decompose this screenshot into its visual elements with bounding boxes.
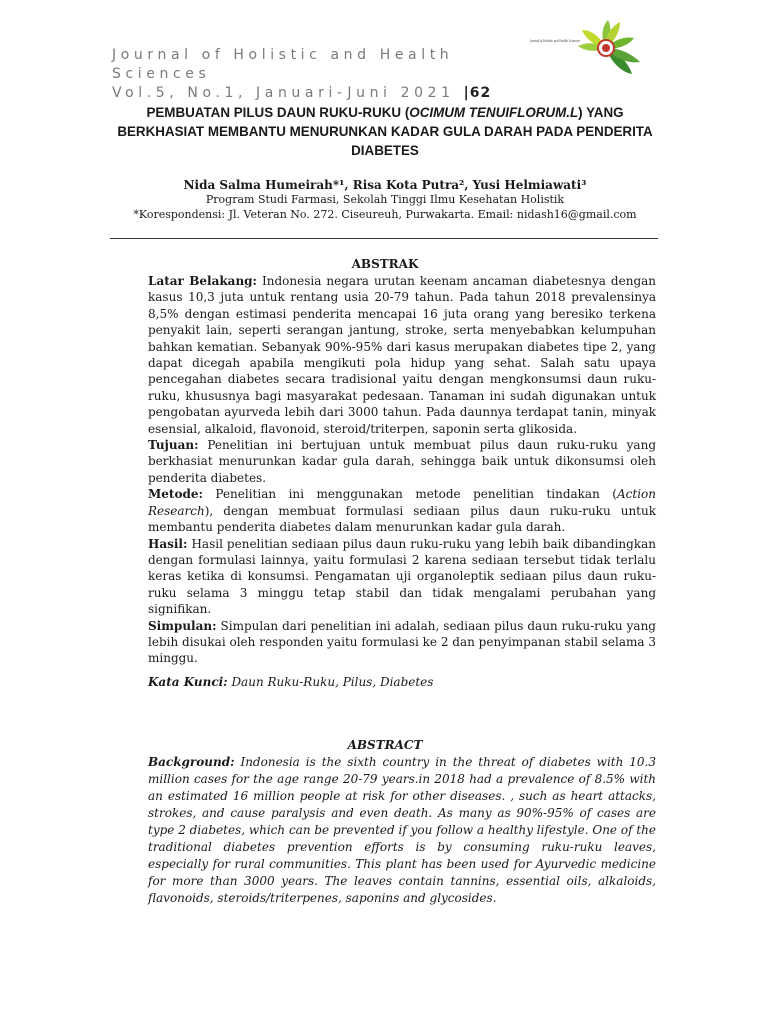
tujuan-paragraph: Tujuan: Penelitian ini bertujuan untuk membuat pilus daun ruku-ruku yang berkhasiat menurunkan kadar gula darah, sehingga baik untuk dikonsumsi oleh penderita diabetes.	[148, 438, 656, 485]
latar-belakang-paragraph: Latar Belakang: Indonesia negara urutan keenam ancaman diabetesnya dengan kasus 10,3 juta untuk rentang usia 20-79 tahun. Pada tahun 2018 prevalensinya 8,5% dengan estimasi penderita mencapai 16 juta orang yang beresiko terkena penyakit lain, seperti serangan jantung, stroke, serta menyebabkan kelumpuhan bahkan kematian. Sebanyak 90%-95% dari kasus merupakan diabetes tipe 2, yang dapat dicegah apabila mengikuti pola hidup yang sehat. Salah satu upaya pencegahan diabetes secara tradisional yaitu dengan mengkonsumsi daun ruku-ruku, khususnya bagi masyarakat pedesaan. Tanaman ini sudah digunakan untuk pengobatan ayurveda lebih dari 3000 tahun. Pada daunnya terdapat tanin, minyak esensial, alkaloid, flavonoid, steroid/triterpen, saponin serta glikosida.	[148, 274, 657, 436]
page-number: 62	[469, 85, 492, 101]
journal-header	[112, 46, 552, 103]
journal-logo-icon	[528, 18, 646, 88]
journal-issue: Vol.5, No.1, Januari-Juni 2021	[112, 85, 455, 101]
abstract-body: Background: Indonesia is the sixth country in the threat of diabetes with 10.3 million cases for the age range 20-79 years.in 2018 had a prevalence of 8.5% with an estimated 16 million people at risk for other diseases. , such as heart attacks, strokes, and cause paralysis and even death. As many as 90%-95% of cases are type 2 diabetes, which can be prevented if you follow a healthy lifestyle. One of the traditional diabetes prevention efforts is by consuming ruku-ruku leaves, especially for rural communities. This plant has been used for Ayurvedic medicine for more than 3000 years. The leaves contain tannins, essential oils, alkaloids, flavonoids, steroids/triterpenes, saponins and glycosides.	[148, 755, 656, 905]
journal-name: Journal of Holistic and Health Sciences	[112, 47, 454, 82]
journal-volume	[112, 84, 552, 103]
keywords: Kata Kunci: Daun Ruku-Ruku, Pilus, Diabetes	[148, 675, 434, 689]
abstrak-heading: ABSTRAK	[351, 257, 419, 271]
abstract-heading: ABSTRACT	[347, 738, 423, 752]
authors: Nida Salma Humeirah*¹, Risa Kota Putra², Yusi Helmiawati³	[183, 178, 587, 192]
affiliation-block	[110, 192, 660, 222]
affiliation: Program Studi Farmasi, Sekolah Tinggi Ilmu Kesehatan Holistik	[205, 193, 565, 206]
abstrak-body	[148, 273, 656, 667]
page-separator: |	[463, 85, 470, 101]
metode-paragraph: Metode: Penelitian ini menggunakan metode penelitian tindakan (Action Research), dengan membuat formulasi sediaan pilus daun ruku-ruku untuk membantu penderita diabetes dalam menurunkan kadar gula darah.	[148, 487, 656, 535]
simpulan-paragraph: Simpulan: Simpulan dari penelitian ini adalah, sediaan pilus daun ruku-ruku yang lebih disukai oleh responden yaitu formulasi ke 2 dan penyimpanan stabil selama 3 minggu.	[148, 618, 656, 666]
logo-caption: Journal of Holistic and Health Sciences	[529, 38, 580, 43]
hasil-paragraph: Hasil: Hasil penelitian sediaan pilus daun ruku-ruku yang lebih baik dibandingkan dengan formulasi lainnya, yaitu formulasi 2 karena sediaan tersebut tidak terlalu keras ketika di konsumsi. Pengamatan uji organoleptik sediaan pilus daun ruku-ruku selama 3 minggu tetap stabil dan tidak mengalami perubahan yang signifikan.	[148, 536, 656, 617]
correspondence: *Korespondensi: Jl. Veteran No. 272. Ciseureuh, Purwakarta. Email: nidash16@gmail.com	[133, 208, 637, 221]
header-divider	[110, 238, 658, 239]
paper-title: PEMBUATAN PILUS DAUN RUKU-RUKU (OCIMUM TENUIFLORUM.L) YANG BERKHASIAT MEMBANTU MENURUNKAN KADAR GULA DARAH PADA PENDERITA DIABETES	[117, 105, 653, 158]
